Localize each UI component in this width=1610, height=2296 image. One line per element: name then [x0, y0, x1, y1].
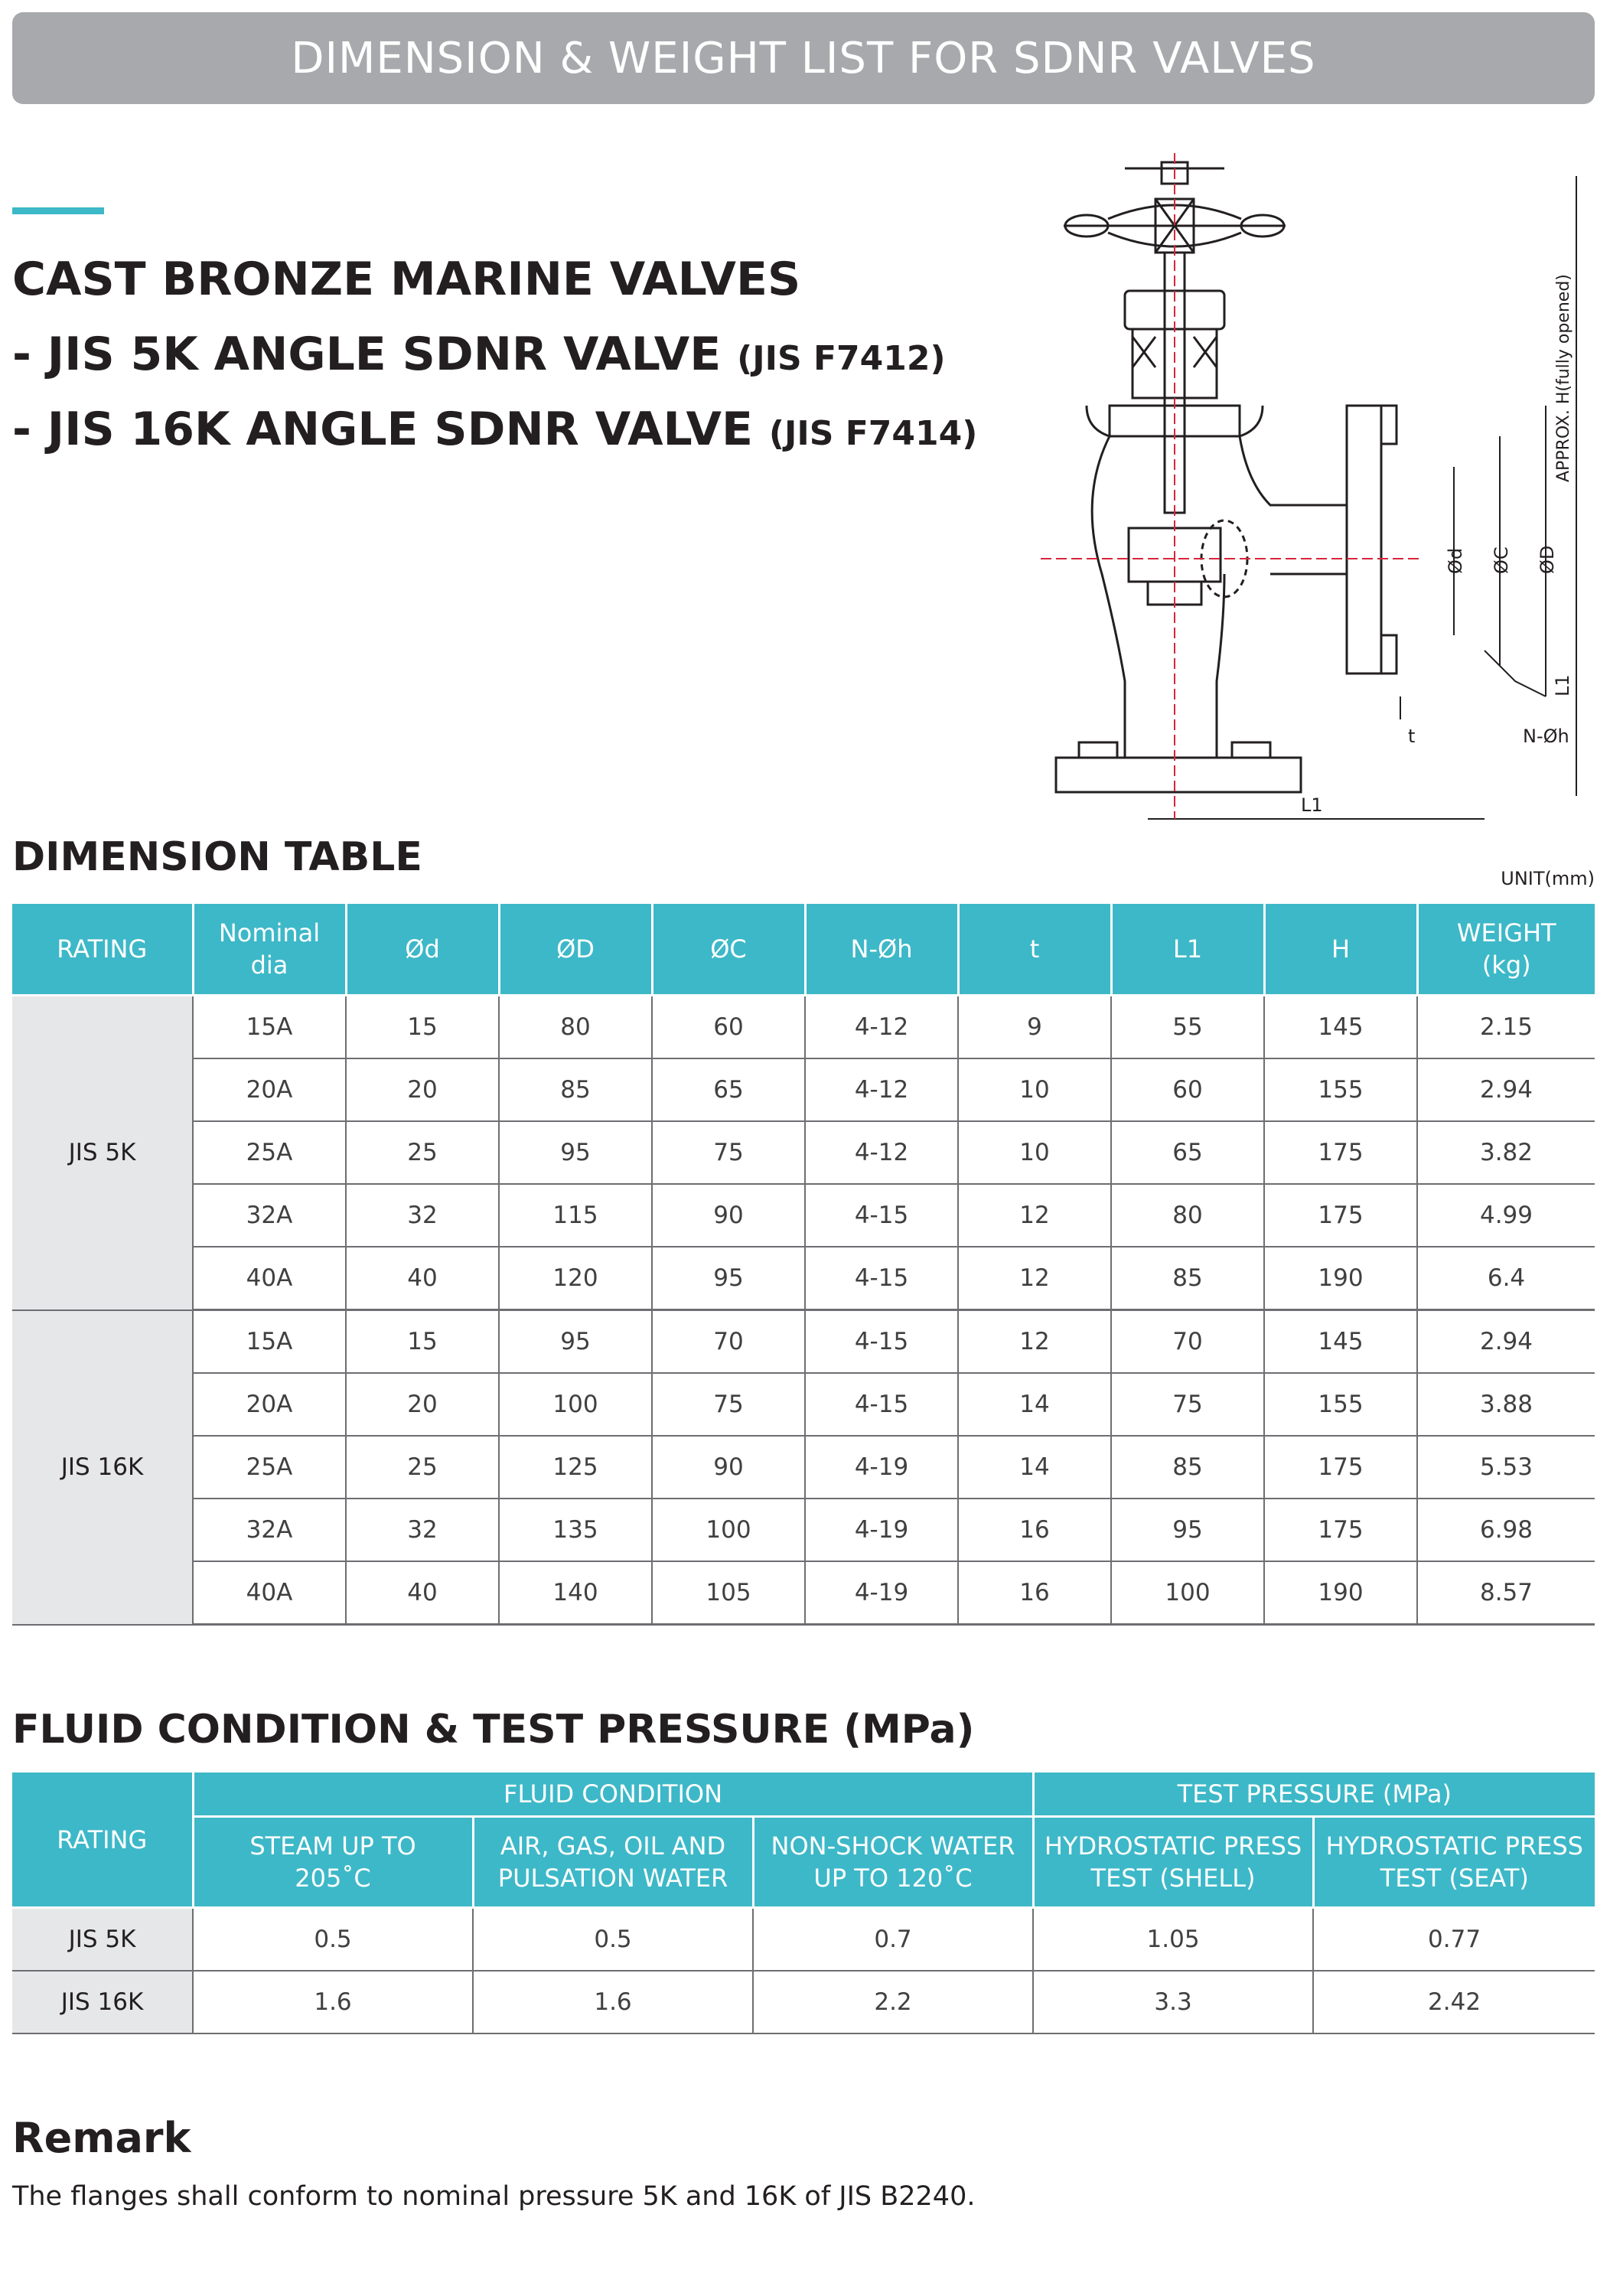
- table-cell: 4-15: [805, 1310, 958, 1374]
- table-cell: 60: [1111, 1058, 1264, 1121]
- label-l1-side: L1: [1552, 674, 1573, 696]
- accent-bar: [12, 207, 104, 214]
- table-cell: 4.99: [1417, 1184, 1595, 1247]
- label-od: ØD: [1537, 545, 1558, 574]
- table-cell: 3.88: [1417, 1373, 1595, 1436]
- header-d: Ød: [346, 904, 499, 996]
- table-row: [12, 1561, 1595, 1625]
- table-cell: 32: [346, 1184, 499, 1247]
- unit-label: UNIT(mm): [1501, 868, 1595, 889]
- table-cell: 115: [499, 1184, 652, 1247]
- table-cell: 0.5: [193, 1908, 473, 1971]
- subheading-16k-text: - JIS 16K ANGLE SDNR VALVE: [12, 403, 753, 456]
- subheading-5k-code: (JIS F7412): [737, 339, 946, 378]
- table-row: [12, 1499, 1595, 1561]
- table-cell: 6.4: [1417, 1247, 1595, 1310]
- table-cell: 155: [1264, 1058, 1417, 1121]
- table-cell: 95: [652, 1247, 805, 1310]
- fluid-header-air: AIR, GAS, OIL AND PULSATION WATER: [473, 1817, 753, 1908]
- table-cell: 32A: [193, 1499, 346, 1561]
- table-cell: 40: [346, 1247, 499, 1310]
- header-t: t: [958, 904, 1111, 996]
- table-cell: 95: [499, 1310, 652, 1374]
- table-row: [12, 1184, 1595, 1247]
- table-cell: 4-19: [805, 1436, 958, 1499]
- table-cell: 32: [346, 1499, 499, 1561]
- table-cell: 6.98: [1417, 1499, 1595, 1561]
- product-subheading-16k: [12, 403, 977, 456]
- fluid-table: [12, 1773, 1595, 2034]
- label-height: APPROX. H(fully opened): [1554, 274, 1573, 482]
- table-cell: 125: [499, 1436, 652, 1499]
- table-cell: 80: [499, 996, 652, 1059]
- table-cell: 100: [652, 1499, 805, 1561]
- remark-text: The flanges shall conform to nominal pressure 5K and 16K of JIS B2240.: [12, 2181, 976, 2212]
- rating-cell: JIS 16K: [12, 1310, 193, 1625]
- table-cell: 5.53: [1417, 1436, 1595, 1499]
- table-cell: 4-15: [805, 1247, 958, 1310]
- table-cell: 75: [652, 1373, 805, 1436]
- table-cell: 15: [346, 996, 499, 1059]
- table-cell: 14: [958, 1436, 1111, 1499]
- header-l1: L1: [1111, 904, 1264, 996]
- table-cell: 175: [1264, 1121, 1417, 1184]
- table-cell: 65: [1111, 1121, 1264, 1184]
- table-row: [12, 1058, 1595, 1121]
- table-cell: 0.7: [753, 1908, 1033, 1971]
- table-cell: 175: [1264, 1184, 1417, 1247]
- table-cell: 175: [1264, 1499, 1417, 1561]
- label-n: N-Øh: [1523, 726, 1569, 747]
- fluid-table-title: FLUID CONDITION & TEST PRESSURE (MPa): [12, 1707, 975, 1753]
- table-cell: 2.42: [1313, 1971, 1595, 2033]
- table-cell: 105: [652, 1561, 805, 1625]
- header-C: ØC: [652, 904, 805, 996]
- banner-title: DIMENSION & WEIGHT LIST FOR SDNR VALVES: [291, 33, 1316, 83]
- table-cell: 12: [958, 1247, 1111, 1310]
- table-cell: 85: [1111, 1436, 1264, 1499]
- table-cell: 9: [958, 996, 1111, 1059]
- table-cell: 2.2: [753, 1971, 1033, 2033]
- table-cell: 4-19: [805, 1561, 958, 1625]
- table-cell: 25A: [193, 1436, 346, 1499]
- fluid-header-test: TEST PRESSURE (MPa): [1033, 1773, 1595, 1817]
- table-row: [12, 1247, 1595, 1310]
- table-cell: 2.94: [1417, 1310, 1595, 1374]
- table-cell: 145: [1264, 996, 1417, 1059]
- header-nominal: Nominal dia: [193, 904, 346, 996]
- header-D: ØD: [499, 904, 652, 996]
- table-cell: 12: [958, 1184, 1111, 1247]
- fluid-header-seat: HYDROSTATIC PRESS TEST (SEAT): [1313, 1817, 1595, 1908]
- table-cell: 140: [499, 1561, 652, 1625]
- table-cell: 75: [1111, 1373, 1264, 1436]
- table-cell: 0.77: [1313, 1908, 1595, 1971]
- header-nh: N-Øh: [805, 904, 958, 996]
- table-cell: 75: [652, 1121, 805, 1184]
- header-weight: WEIGHT (kg): [1417, 904, 1595, 996]
- valve-drawing: [995, 145, 1592, 850]
- table-row: [12, 1971, 1595, 2033]
- table-cell: 25A: [193, 1121, 346, 1184]
- table-cell: 0.5: [473, 1908, 753, 1971]
- table-cell: 135: [499, 1499, 652, 1561]
- table-cell: 10: [958, 1058, 1111, 1121]
- table-row: [12, 1310, 1595, 1374]
- table-cell: 25: [346, 1121, 499, 1184]
- rating-cell: JIS 5K: [12, 1908, 193, 1971]
- label-t: t: [1408, 726, 1416, 747]
- table-cell: 15A: [193, 1310, 346, 1374]
- table-cell: 1.05: [1033, 1908, 1313, 1971]
- table-cell: 25: [346, 1436, 499, 1499]
- rating-cell: JIS 16K: [12, 1971, 193, 2033]
- table-cell: 80: [1111, 1184, 1264, 1247]
- table-cell: 65: [652, 1058, 805, 1121]
- table-row: [12, 1373, 1595, 1436]
- table-cell: 2.15: [1417, 996, 1595, 1059]
- fluid-header-water: NON-SHOCK WATER UP TO 120˚C: [753, 1817, 1033, 1908]
- fluid-header-condition: FLUID CONDITION: [193, 1773, 1033, 1817]
- table-cell: 85: [499, 1058, 652, 1121]
- table-cell: 85: [1111, 1247, 1264, 1310]
- table-cell: 55: [1111, 996, 1264, 1059]
- table-cell: 20A: [193, 1373, 346, 1436]
- fluid-header-rating: RATING: [12, 1773, 193, 1908]
- table-cell: 145: [1264, 1310, 1417, 1374]
- rating-cell: JIS 5K: [12, 996, 193, 1310]
- table-cell: 4-12: [805, 1058, 958, 1121]
- table-cell: 4-15: [805, 1373, 958, 1436]
- table-cell: 20: [346, 1373, 499, 1436]
- table-row: [12, 1908, 1595, 1971]
- table-cell: 32A: [193, 1184, 346, 1247]
- table-cell: 40: [346, 1561, 499, 1625]
- table-cell: 1.6: [193, 1971, 473, 2033]
- table-cell: 12: [958, 1310, 1111, 1374]
- table-cell: 16: [958, 1561, 1111, 1625]
- table-cell: 15: [346, 1310, 499, 1374]
- product-subheading-5k: [12, 328, 946, 381]
- header-rating: RATING: [12, 904, 193, 996]
- table-cell: 4-12: [805, 1121, 958, 1184]
- table-row: [12, 996, 1595, 1059]
- table-cell: 4-19: [805, 1499, 958, 1561]
- table-cell: 155: [1264, 1373, 1417, 1436]
- table-cell: 90: [652, 1184, 805, 1247]
- label-odd: Ød: [1445, 547, 1466, 574]
- label-oc: ØC: [1491, 546, 1512, 574]
- table-cell: 100: [499, 1373, 652, 1436]
- table-cell: 3.82: [1417, 1121, 1595, 1184]
- fluid-header-shell: HYDROSTATIC PRESS TEST (SHELL): [1033, 1817, 1313, 1908]
- label-l1-bottom: L1: [1301, 794, 1323, 816]
- table-cell: 95: [499, 1121, 652, 1184]
- table-cell: 70: [1111, 1310, 1264, 1374]
- table-cell: 95: [1111, 1499, 1264, 1561]
- table-cell: 20: [346, 1058, 499, 1121]
- table-cell: 190: [1264, 1561, 1417, 1625]
- header-h: H: [1264, 904, 1417, 996]
- table-cell: 60: [652, 996, 805, 1059]
- table-cell: 190: [1264, 1247, 1417, 1310]
- table-cell: 120: [499, 1247, 652, 1310]
- table-cell: 15A: [193, 996, 346, 1059]
- product-heading: CAST BRONZE MARINE VALVES: [12, 253, 801, 306]
- page-banner: [12, 12, 1595, 104]
- table-row: [12, 1121, 1595, 1184]
- dimension-table-title: DIMENSION TABLE: [12, 834, 422, 880]
- table-cell: 40A: [193, 1561, 346, 1625]
- table-cell: 14: [958, 1373, 1111, 1436]
- table-cell: 2.94: [1417, 1058, 1595, 1121]
- remark-title: Remark: [12, 2114, 191, 2162]
- table-cell: 100: [1111, 1561, 1264, 1625]
- table-cell: 175: [1264, 1436, 1417, 1499]
- table-cell: 70: [652, 1310, 805, 1374]
- table-cell: 8.57: [1417, 1561, 1595, 1625]
- table-cell: 3.3: [1033, 1971, 1313, 2033]
- dimension-table: [12, 904, 1595, 1626]
- table-row: [12, 1436, 1595, 1499]
- table-cell: 20A: [193, 1058, 346, 1121]
- table-cell: 40A: [193, 1247, 346, 1310]
- table-cell: 16: [958, 1499, 1111, 1561]
- subheading-16k-code: (JIS F7414): [768, 414, 978, 453]
- subheading-5k-text: - JIS 5K ANGLE SDNR VALVE: [12, 328, 722, 381]
- table-cell: 1.6: [473, 1971, 753, 2033]
- fluid-header-steam: STEAM UP TO 205˚C: [193, 1817, 473, 1908]
- table-cell: 90: [652, 1436, 805, 1499]
- table-cell: 4-12: [805, 996, 958, 1059]
- table-cell: 4-15: [805, 1184, 958, 1247]
- table-cell: 10: [958, 1121, 1111, 1184]
